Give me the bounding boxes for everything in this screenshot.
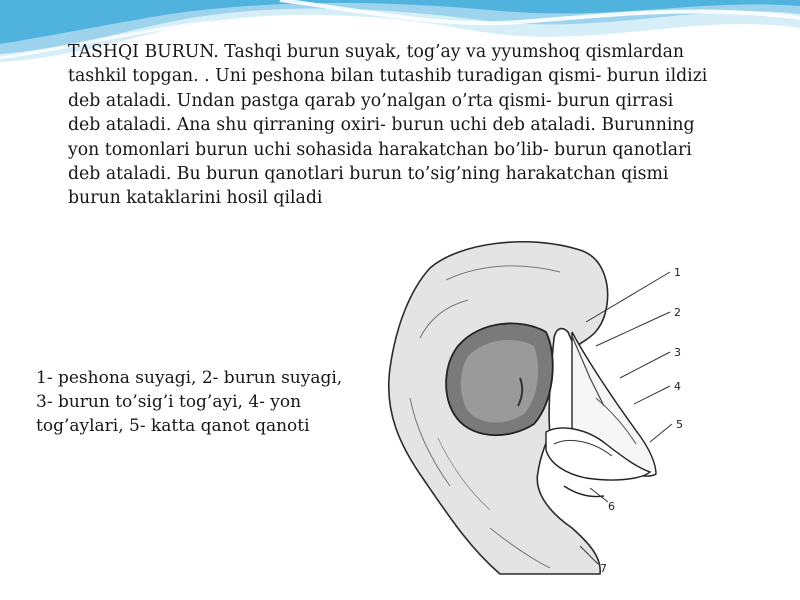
figure-label-2: 2 (674, 306, 681, 319)
main-paragraph (68, 40, 783, 211)
caption-line: 3- burun to’sig’i tog’ayi, 4- yon (36, 392, 302, 413)
paragraph-line: yon tomonlari burun uchi sohasida harakatchan bo’lib- burun qanotlari (68, 139, 692, 160)
paragraph-line: deb ataladi. Bu burun qanotlari burun to’sig’ning harakatchan qismi (68, 164, 669, 185)
figure-label-4: 4 (674, 380, 681, 393)
caption-line: 1- peshona suyagi, 2- burun suyagi, (36, 368, 343, 388)
paragraph-line: deb ataladi. Ana shu qirraning oxiri- burun uchi deb ataladi. Burunning (68, 115, 695, 136)
figure-caption (36, 366, 386, 439)
figure-label-6: 6 (608, 500, 615, 513)
paragraph-line: tashkil topgan. . Uni peshona bilan tutashib turadigan qismi- burun ildizi (68, 66, 708, 87)
paragraph-line: deb ataladi. Undan pastga qarab yo’nalgan o’rta qismi- burun qirrasi (68, 90, 674, 111)
nose-anatomy-illustration (350, 228, 690, 578)
figure-label-5: 5 (676, 418, 683, 431)
paragraph-line: burun kataklarini hosil qiladi (68, 188, 323, 209)
figure-label-3: 3 (674, 346, 681, 359)
paragraph-line: TASHQI BURUN. Tashqi burun suyak, tog’ay va yyumshoq qismlardan (68, 42, 685, 62)
figure-label-7: 7 (600, 562, 607, 575)
caption-line: tog’aylari, 5- katta qanot qanoti (36, 416, 310, 437)
figure-label-1: 1 (674, 266, 681, 279)
